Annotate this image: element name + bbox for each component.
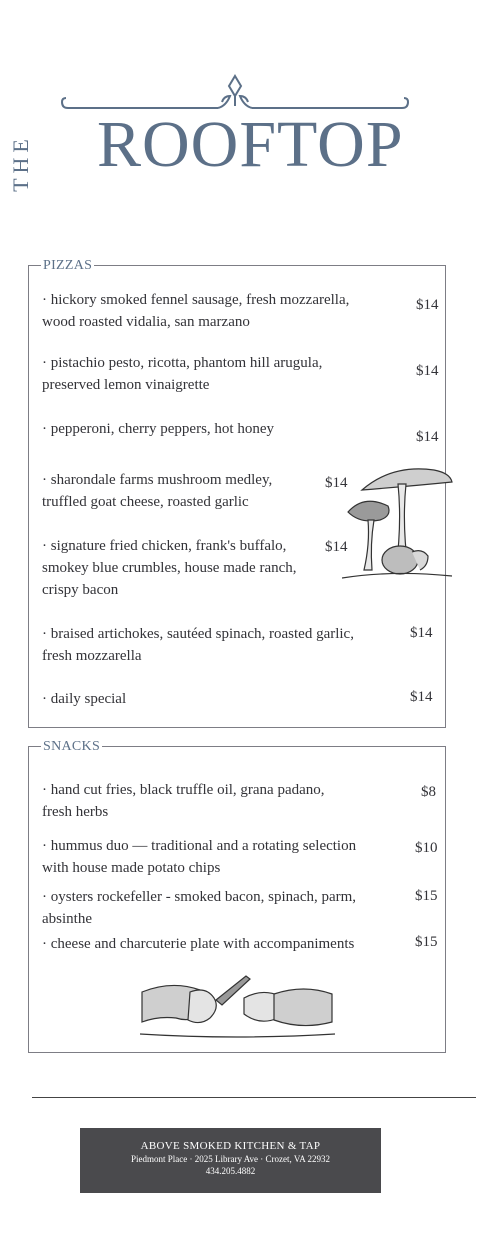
item-line: · oysters rockefeller - smoked bacon, spinach, parm, xyxy=(42,889,357,905)
item-line: · hummus duo — traditional and a rotating selection xyxy=(42,838,357,854)
item-price: $15 xyxy=(415,934,438,950)
item-line: fresh mozzarella xyxy=(42,648,142,664)
pizza-item xyxy=(42,352,322,396)
snack-item xyxy=(42,779,325,823)
item-price: $14 xyxy=(325,539,348,555)
item-line: wood roasted vidalia, san marzano xyxy=(42,314,250,330)
footer-phone: 434.205.4882 xyxy=(205,1166,256,1176)
item-line: · signature fried chicken, frank's buffalo, xyxy=(42,538,287,554)
item-line: · sharondale farms mushroom medley, xyxy=(42,472,273,488)
pizza-item xyxy=(42,535,297,601)
pizza-item xyxy=(42,688,126,710)
pizza-item xyxy=(42,623,354,667)
item-line: preserved lemon vinaigrette xyxy=(42,377,210,393)
snack-item xyxy=(42,933,354,955)
logo-wordmark: ROOFTOP xyxy=(97,108,404,181)
footer-divider xyxy=(32,1097,476,1098)
item-price: $8 xyxy=(421,784,436,800)
item-line: fresh herbs xyxy=(42,804,109,820)
item-line: · hand cut fries, black truffle oil, grana padano, xyxy=(42,782,325,798)
item-line: · pepperoni, cherry peppers, hot honey xyxy=(42,421,275,437)
item-line: · cheese and charcuterie plate with accompaniments xyxy=(42,936,355,952)
item-price: $14 xyxy=(410,689,433,705)
item-price: $15 xyxy=(415,888,438,904)
item-price: $14 xyxy=(416,363,439,379)
item-price: $14 xyxy=(416,297,439,313)
item-line: smokey blue crumbles, house made ranch, xyxy=(42,560,297,576)
item-line: crispy bacon xyxy=(42,582,119,598)
footer-name: ABOVE SMOKED KITCHEN & TAP xyxy=(140,1140,321,1152)
item-line: absinthe xyxy=(42,911,92,927)
item-price: $14 xyxy=(410,625,433,641)
logo-the: THE xyxy=(8,134,33,192)
pizza-item xyxy=(42,418,274,440)
pizzas-title: PIZZAS xyxy=(43,258,93,273)
hands-knife-illustration-icon xyxy=(140,972,335,1042)
footer-address: Piedmont Place · 2025 Library Ave · Crozet, VA 22932 xyxy=(131,1154,330,1164)
pizza-item xyxy=(42,289,349,333)
snack-item xyxy=(42,886,356,930)
item-price: $14 xyxy=(325,475,348,491)
mushroom-illustration-icon xyxy=(342,462,457,587)
item-line: · daily special xyxy=(42,691,127,707)
pizza-item xyxy=(42,469,272,513)
item-line: · hickory smoked fennel sausage, fresh mozzarella, xyxy=(42,292,350,308)
item-line: · pistachio pesto, ricotta, phantom hill arugula, xyxy=(42,355,323,371)
item-price: $10 xyxy=(415,840,438,856)
item-price: $14 xyxy=(416,429,439,445)
footer-banner xyxy=(80,1128,381,1193)
snacks-title: SNACKS xyxy=(43,739,101,754)
item-line: · braised artichokes, sautéed spinach, roasted garlic, xyxy=(42,626,354,642)
item-line: truffled goat cheese, roasted garlic xyxy=(42,494,249,510)
snack-item xyxy=(42,835,356,879)
item-line: with house made potato chips xyxy=(42,860,221,876)
